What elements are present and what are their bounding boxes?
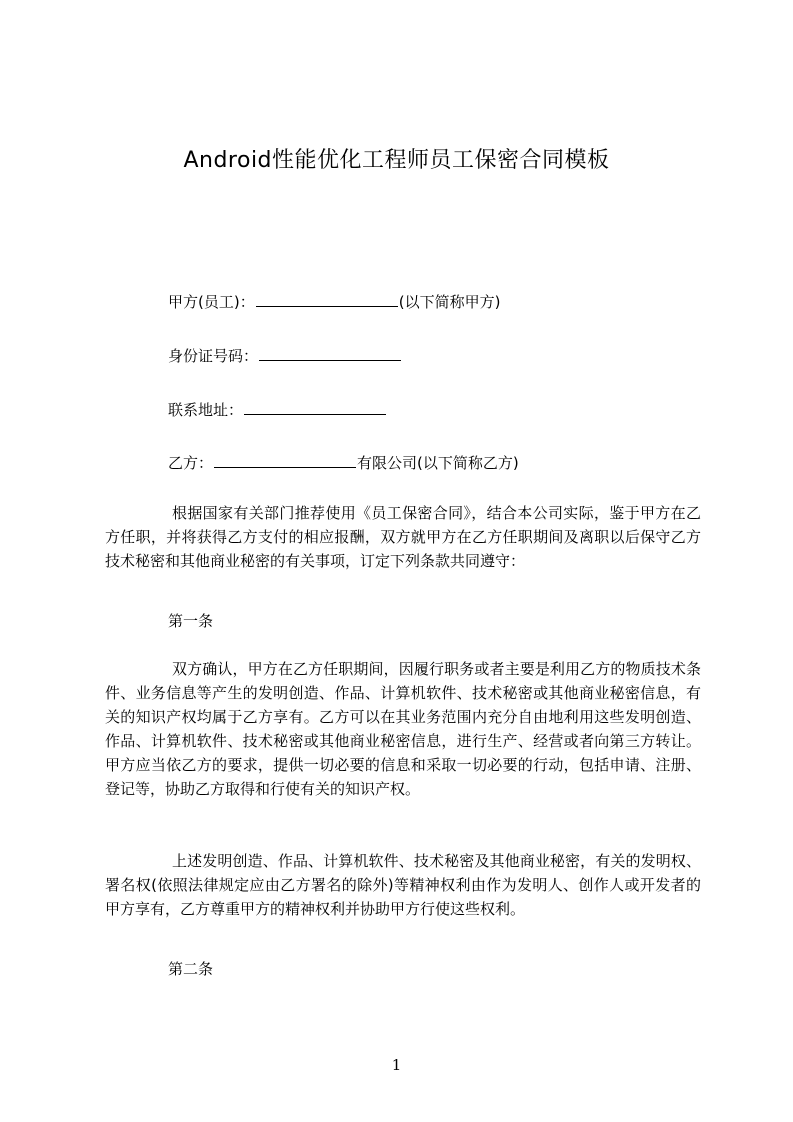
party-a-label: 甲方(员工)： xyxy=(168,293,255,311)
document-title: Android性能优化工程师员工保密合同模板 xyxy=(183,148,610,173)
id-number-line xyxy=(168,345,402,366)
party-a-line xyxy=(168,291,500,312)
article-1-paragraph-2: 上述发明创造、作品、计算机软件、技术秘密及其他商业秘密，有关的发明权、署名权(依照法律规定应由乙方署名的除外)等精神权利由作为发明人、创作人或开发者的甲方享有，乙方尊重甲方的精神权利并协助甲方行使这些权利。 xyxy=(105,852,701,918)
party-a-blank[interactable] xyxy=(256,292,398,307)
party-b-line xyxy=(168,452,519,473)
party-b-blank[interactable] xyxy=(214,453,356,468)
article-2-heading: 第二条 xyxy=(168,960,214,978)
address-line xyxy=(168,399,387,420)
address-blank[interactable] xyxy=(244,400,386,415)
party-a-suffix: (以下简称甲方) xyxy=(398,293,501,311)
party-b-label: 乙方： xyxy=(168,454,214,472)
preamble-paragraph: 根据国家有关部门推荐使用《员工保密合同》，结合本公司实际，鉴于甲方在乙方任职，并将获得乙方支付的相应报酬，双方就甲方在乙方任职期间及离职以后保守乙方技术秘密和其他商业秘密的有关事项，订定下列条款共同遵守： xyxy=(105,504,701,570)
article-1-paragraph-1: 双方确认，甲方在乙方任职期间，因履行职务或者主要是利用乙方的物质技术条件、业务信息等产生的发明创造、作品、计算机软件、技术秘密或其他商业秘密信息，有关的知识产权均属于乙方享有。乙方可以在其业务范围内充分自由地利用这些发明创造、作品、计算机软件、技术秘密或其他商业秘密信息，进行生产、经营或者向第三方转让。甲方应当依乙方的要求，提供一切必要的信息和采取一切必要的行动，包括申请、注册、登记等，协助乙方取得和行使有关的知识产权。 xyxy=(105,660,701,798)
id-number-label: 身份证号码： xyxy=(168,347,259,365)
party-b-suffix: 有限公司(以下简称乙方) xyxy=(357,454,519,472)
address-label: 联系地址： xyxy=(168,401,244,419)
page-number: 1 xyxy=(391,1056,402,1074)
article-1-heading: 第一条 xyxy=(168,612,214,630)
id-number-blank[interactable] xyxy=(259,346,401,361)
